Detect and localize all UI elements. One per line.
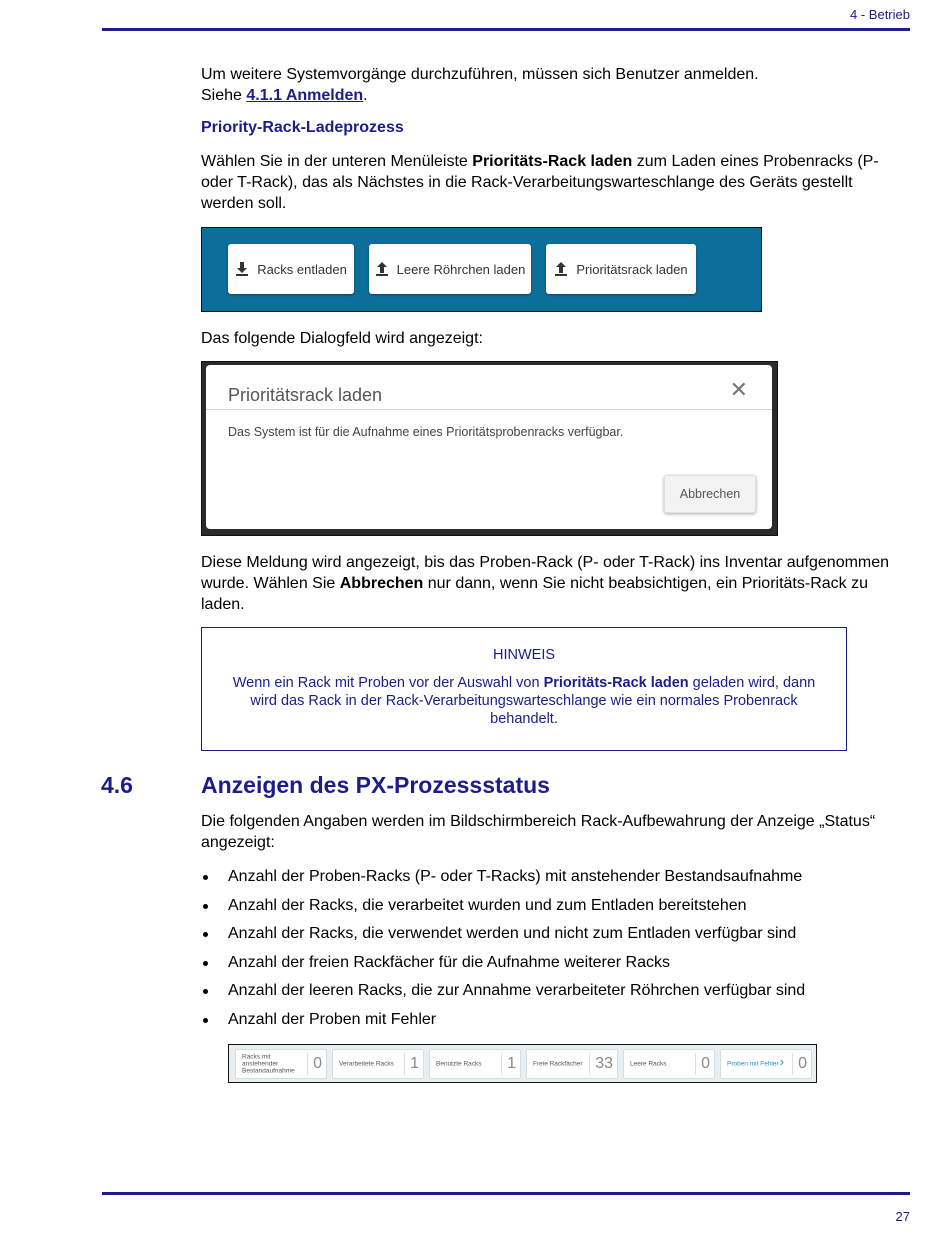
bullet-dot — [203, 961, 208, 966]
header-rule — [102, 28, 910, 31]
para3-text: Diese Meldung wird angezeigt, bis das Proben-Rack (P- oder T-Rack) ins Inventar aufgenommen wurde. Wählen Sie — [201, 554, 890, 592]
status-tile-pending-inventory — [235, 1049, 327, 1079]
subheading: Priority-Rack-Ladeprozess — [201, 119, 404, 136]
dialog-title: Prioritätsrack laden — [228, 385, 383, 405]
tile-value: 0 — [792, 1053, 807, 1075]
list-item — [201, 980, 901, 1009]
tile-value: 33 — [589, 1053, 613, 1075]
priority-rack-dialog — [206, 365, 772, 529]
bullet-dot — [203, 1018, 208, 1023]
chevron-right-icon: › — [779, 1054, 784, 1069]
list-item — [201, 923, 901, 952]
note-bold: Prioritäts-Rack laden — [543, 675, 689, 691]
note-text-end: geladen wird, dann wird das Rack in der Rack-Verarbeitungswarteschlange wie ein normales Probenrack behandelt. — [250, 675, 816, 727]
page-number: 27 — [895, 1209, 910, 1224]
load-priority-rack-label: Prioritätsrack laden — [576, 261, 688, 277]
load-priority-rack-button[interactable] — [546, 244, 696, 294]
section-number: 4.6 — [101, 772, 133, 798]
list-item-text: Anzahl der Proben mit Fehler — [228, 1010, 437, 1028]
para1-bold: Prioritäts-Rack laden — [472, 153, 633, 170]
status-info-list — [201, 866, 901, 1038]
status-tile-free-slots — [526, 1049, 618, 1079]
bullet-dot — [203, 875, 208, 880]
bullet-dot — [203, 989, 208, 994]
list-item-text: Anzahl der Racks, die verwendet werden und nicht zum Entladen verfügbar sind — [228, 925, 797, 943]
list-item — [201, 866, 901, 895]
tile-label: Freie Rackfächer — [533, 1060, 583, 1068]
tile-label: Proben mit Fehler — [727, 1060, 779, 1068]
list-item — [201, 952, 901, 981]
status-tile-processed-racks — [332, 1049, 424, 1079]
para1-text-end: zum Laden eines Probenracks (P- oder T-Rack), das als Nächstes in die Rack-Verarbeitungswarteschlange des Geräts gestellt werden soll. — [201, 153, 879, 212]
tile-label: Leere Racks — [630, 1060, 667, 1068]
list-item-text: Anzahl der leeren Racks, die zur Annahme verarbeiteter Röhrchen verfügbar sind — [228, 982, 806, 1000]
list-item — [201, 1009, 901, 1038]
intro-paragraph — [201, 64, 901, 106]
para3-bold: Abbrechen — [339, 575, 424, 592]
note-text — [229, 674, 819, 728]
section-title: Anzeigen des PX-Prozessstatus — [201, 772, 550, 798]
status-tile-empty-racks — [623, 1049, 715, 1079]
footer-rule — [102, 1192, 910, 1195]
section-intro: Die folgenden Angaben werden im Bildschirmbereich Rack-Aufbewahrung der Anzeige „Status“ angezeigt: — [201, 813, 876, 851]
chapter-header: 4 - Betrieb — [850, 7, 910, 22]
dialog-message: Das System ist für die Aufnahme eines Prioritätsprobenracks verfügbar. — [228, 425, 624, 439]
dialog-screenshot — [201, 361, 778, 536]
bullet-dot — [203, 904, 208, 909]
unload-racks-button[interactable] — [228, 244, 354, 294]
status-tile-used-racks — [429, 1049, 521, 1079]
note-title: HINWEIS — [492, 647, 556, 663]
see-prefix: Siehe — [201, 87, 247, 104]
tile-value: 0 — [695, 1053, 710, 1075]
intro-line: Um weitere Systemvorgänge durchzuführen, müssen sich Benutzer anmelden. — [201, 66, 759, 83]
paragraph-cancel-info — [201, 552, 901, 615]
see-suffix: . — [363, 87, 368, 104]
note-text-start: Wenn ein Rack mit Proben vor der Auswahl von — [232, 675, 544, 691]
rack-status-strip — [228, 1044, 817, 1083]
download-icon — [235, 261, 249, 277]
upload-icon — [554, 261, 568, 277]
list-item-text: Anzahl der freien Rackfächer für die Aufnahme weiterer Racks — [228, 953, 670, 971]
note-box — [201, 627, 847, 751]
load-empty-tubes-button[interactable] — [369, 244, 531, 294]
tile-label: Racks mit anstehender Bestandaufnahme — [242, 1053, 295, 1075]
upload-icon — [375, 261, 389, 277]
bottom-menu-bar — [201, 227, 762, 312]
list-item-text: Anzahl der Proben-Racks (P- oder T-Racks) mit anstehender Bestandsaufnahme — [228, 868, 803, 885]
paragraph-dialog-intro: Das folgende Dialogfeld wird angezeigt: — [201, 330, 483, 347]
tile-label: Benutzte Racks — [436, 1060, 482, 1068]
cancel-button[interactable]: Abbrechen — [664, 475, 756, 513]
close-icon[interactable]: ✕ — [729, 377, 748, 402]
unload-racks-label: Racks entladen — [257, 261, 347, 277]
tile-label: Verarbeitete Racks — [339, 1060, 394, 1068]
load-empty-tubes-label: Leere Röhrchen laden — [396, 261, 526, 277]
dialog-divider — [206, 409, 772, 410]
list-item-text: Anzahl der Racks, die verarbeitet wurden und zum Entladen bereitstehen — [228, 896, 747, 914]
list-item — [201, 895, 901, 924]
para3-text-end: nur dann, wenn Sie nicht beabsichtigen, ein Prioritäts-Rack zu laden. — [201, 575, 868, 613]
tile-value: 1 — [404, 1053, 419, 1075]
paragraph-priority-rack — [201, 151, 901, 214]
tile-value: 1 — [501, 1053, 516, 1075]
bullet-dot — [203, 932, 208, 937]
para1-text: Wählen Sie in der unteren Menüleiste — [201, 153, 473, 170]
status-tile-samples-with-errors[interactable] — [720, 1049, 812, 1079]
tile-value: 0 — [307, 1053, 322, 1075]
anmelden-link[interactable]: 4.1.1 Anmelden — [246, 87, 364, 104]
